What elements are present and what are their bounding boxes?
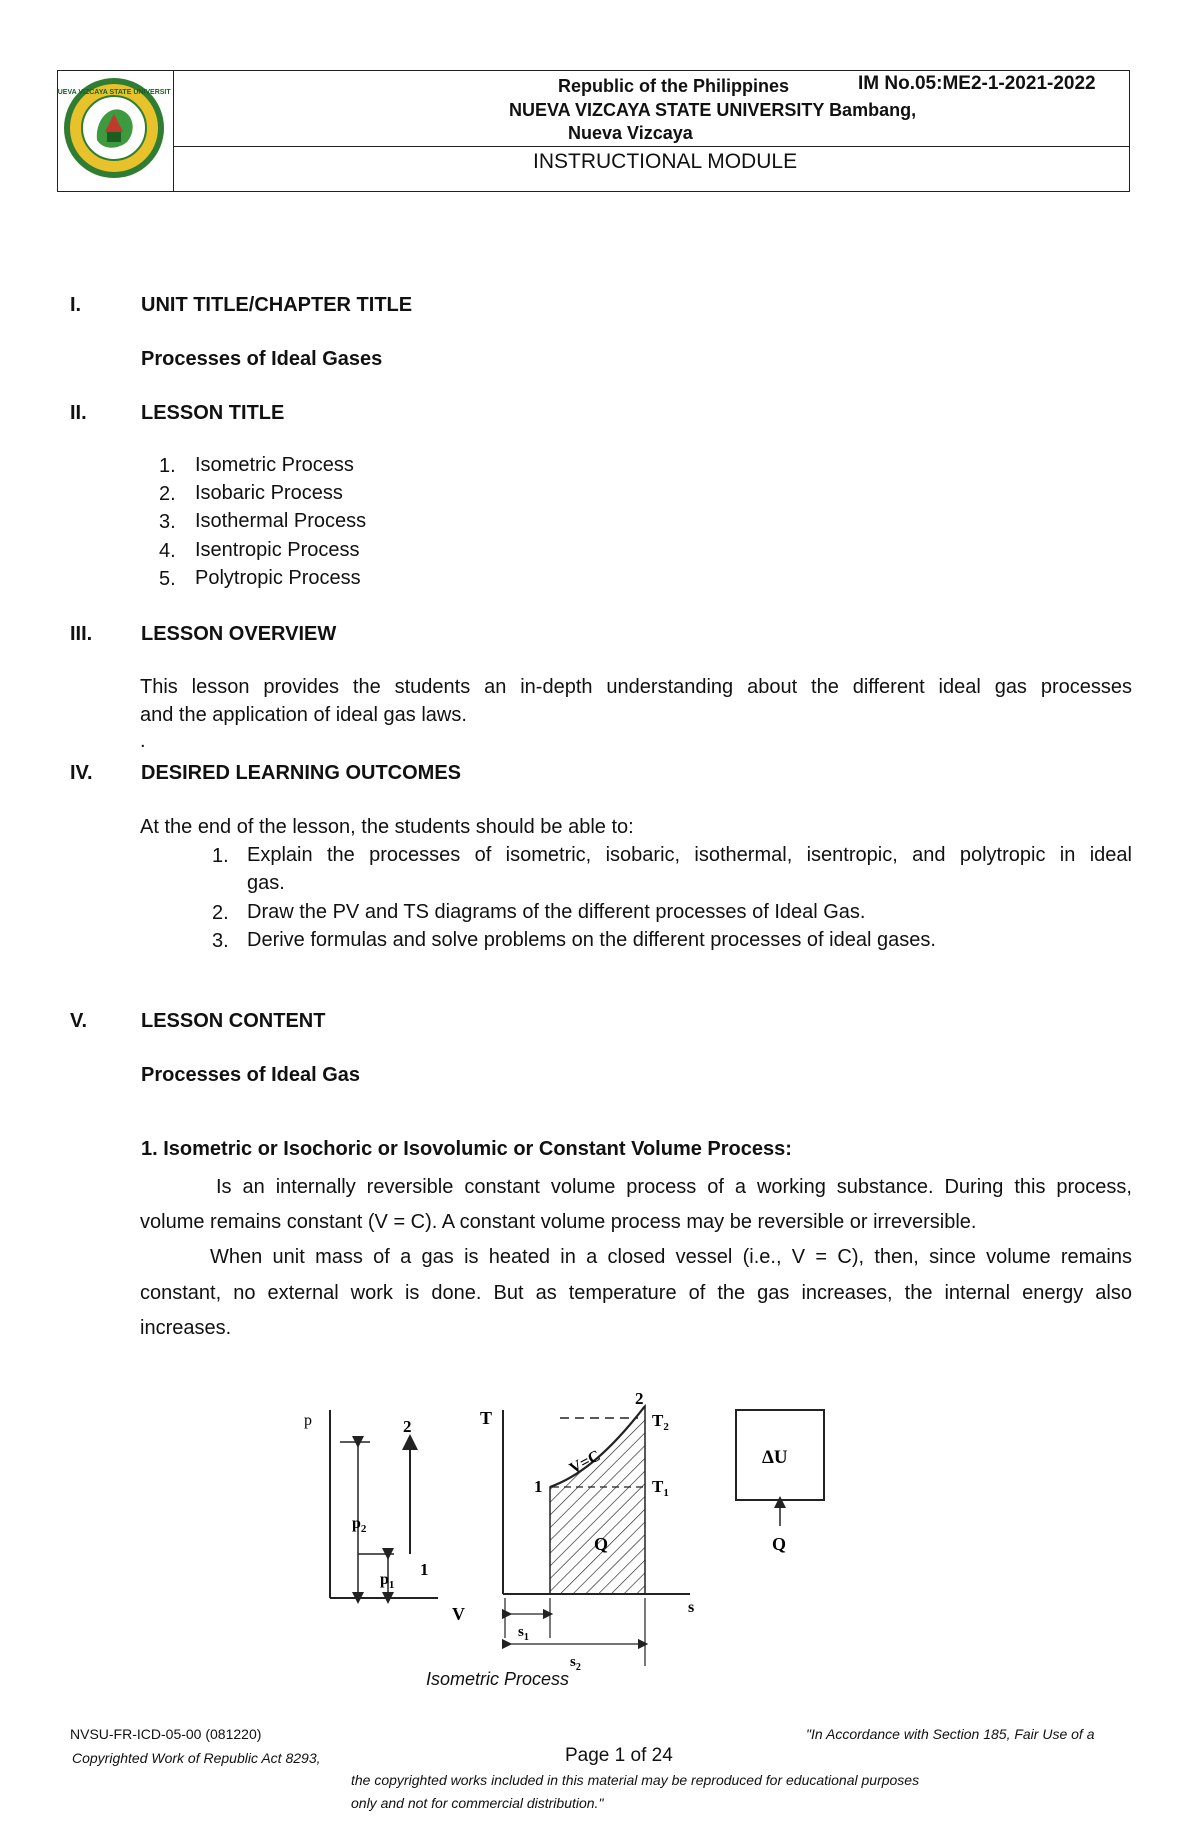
header-divider [174,146,1130,147]
outcome-item: Derive formulas and solve problems on the different processes of ideal gases. [247,929,936,951]
lesson-item: Isometric Process [195,454,354,476]
university-name: NUEVA VIZCAYA STATE UNIVERSITY Bambang, [509,100,917,120]
outcome-item: Explain the processes of isometric, isobaric, isothermal, isentropic, and polytropic in ideal [247,844,1132,866]
overview-line-2: and the application of ideal gas laws. [140,704,467,726]
s1-label: $s_1$ [518,1624,529,1643]
fair-use-line-2: the copyrighted works included in this material may be reproduced for educational purposes [351,1772,920,1788]
outcomes-intro: At the end of the lesson, the students should be able to: [140,816,634,838]
section-1-title: UNIT TITLE/CHAPTER TITLE [141,294,413,316]
republic-text: Republic of the Philippines [558,76,790,96]
s2-label: $s_2$ [570,1654,581,1673]
seal-text: NUEVA VIZCAYA STATE UNIVERSITY [57,89,171,96]
unit-title: Processes of Ideal Gases [141,348,383,370]
section-4-number: IV. [70,762,93,784]
copyright-line: Copyrighted Work of Republic Act 8293, [72,1750,321,1766]
figure-caption: Isometric Process [426,1669,570,1689]
overview-dot: . [140,730,146,752]
outcome-number: 2. [212,902,229,924]
paragraph-1-line-1: Is an internally reversible constant volume process of a working substance. During this process, [216,1176,1132,1198]
ts-point-1: 1 [534,1477,543,1496]
heat-area [550,1406,645,1594]
section-5-title: LESSON CONTENT [141,1010,326,1032]
ts-s-label: s [688,1599,695,1616]
lesson-item: Isothermal Process [195,510,367,532]
lesson-item-number: 3. [159,511,176,533]
ts-point-2: 2 [635,1389,644,1408]
paragraph-2-line-3: increases. [140,1317,232,1339]
paragraph-2-line-1: When unit mass of a gas is heated in a closed vessel (i.e., V = C), then, since volume remains [210,1246,1132,1268]
ts-t1-label: $T_1$ [652,1477,669,1499]
lesson-item: Polytropic Process [195,567,361,589]
content-subtitle: Processes of Ideal Gas [141,1064,361,1086]
section-3-number: III. [70,623,93,645]
lesson-item-number: 1. [159,455,176,477]
lesson-item-number: 4. [159,540,176,562]
paragraph-2-line-2: constant, no external work is done. But as temperature of the gas increases, the internal energy also [140,1282,1132,1304]
university-seal-icon [57,70,171,188]
outcome-number: 3. [212,930,229,952]
pv-v-label: V [452,1604,465,1624]
ts-t-label: T [480,1408,493,1428]
ts-t2-label: $T_2$ [652,1411,669,1433]
section-2-title: LESSON TITLE [141,402,285,424]
isometric-heading: 1. Isometric or Isochoric or Isovolumic or Constant Volume Process: [141,1138,792,1160]
pv-diagram [304,1410,465,1624]
section-4-title: DESIRED LEARNING OUTCOMES [141,762,462,784]
section-2-number: II. [70,402,87,424]
pv-p-label: p [304,1412,312,1429]
section-5-number: V. [70,1010,88,1032]
fair-use-line-3: only and not for commercial distribution." [351,1795,604,1811]
module-title: INSTRUCTIONAL MODULE [533,150,798,173]
lesson-item-number: 5. [159,568,176,590]
closed-vessel [736,1410,824,1554]
section-1-number: I. [70,294,82,316]
outcome-item: Draw the PV and TS diagrams of the different processes of Ideal Gas. [247,901,866,923]
section-3-title: LESSON OVERVIEW [141,623,337,645]
lesson-item-number: 2. [159,483,176,505]
overview-line-1: This lesson provides the students an in-depth understanding about the different ideal gas processes [140,676,1132,698]
province-name: Nueva Vizcaya [568,123,693,143]
box-heat-label: Q [772,1534,787,1554]
ts-curve-label: V=C [566,1447,604,1478]
pv-p2-label: $p_2$ [352,1515,367,1535]
logo-cell [57,70,174,192]
fair-use-line-1: "In Accordance with Section 185, Fair Use of a [806,1726,1095,1742]
outcome-item-continued: gas. [247,872,285,894]
pv-point-1: 1 [420,1560,429,1579]
pv-point-2: 2 [403,1417,412,1436]
paragraph-1-line-2: volume remains constant (V = C). A constant volume process may be reversible or irreversible. [140,1211,977,1233]
page-number: Page 1 of 24 [565,1745,673,1766]
form-number: NVSU-FR-ICD-05-00 (081220) [70,1726,262,1742]
lesson-item: Isobaric Process [195,482,343,504]
pv-p1-label: $p_1$ [380,1571,395,1591]
outcome-number: 1. [212,845,229,867]
ts-heat-label: Q [594,1534,609,1554]
isometric-process-figure [290,1380,860,1680]
lesson-item: Isentropic Process [195,539,360,561]
im-number: IM No.05:ME2-1-2021-2022 [858,73,1096,94]
delta-u-label: ΔU [762,1447,788,1468]
ts-diagram [480,1389,694,1673]
